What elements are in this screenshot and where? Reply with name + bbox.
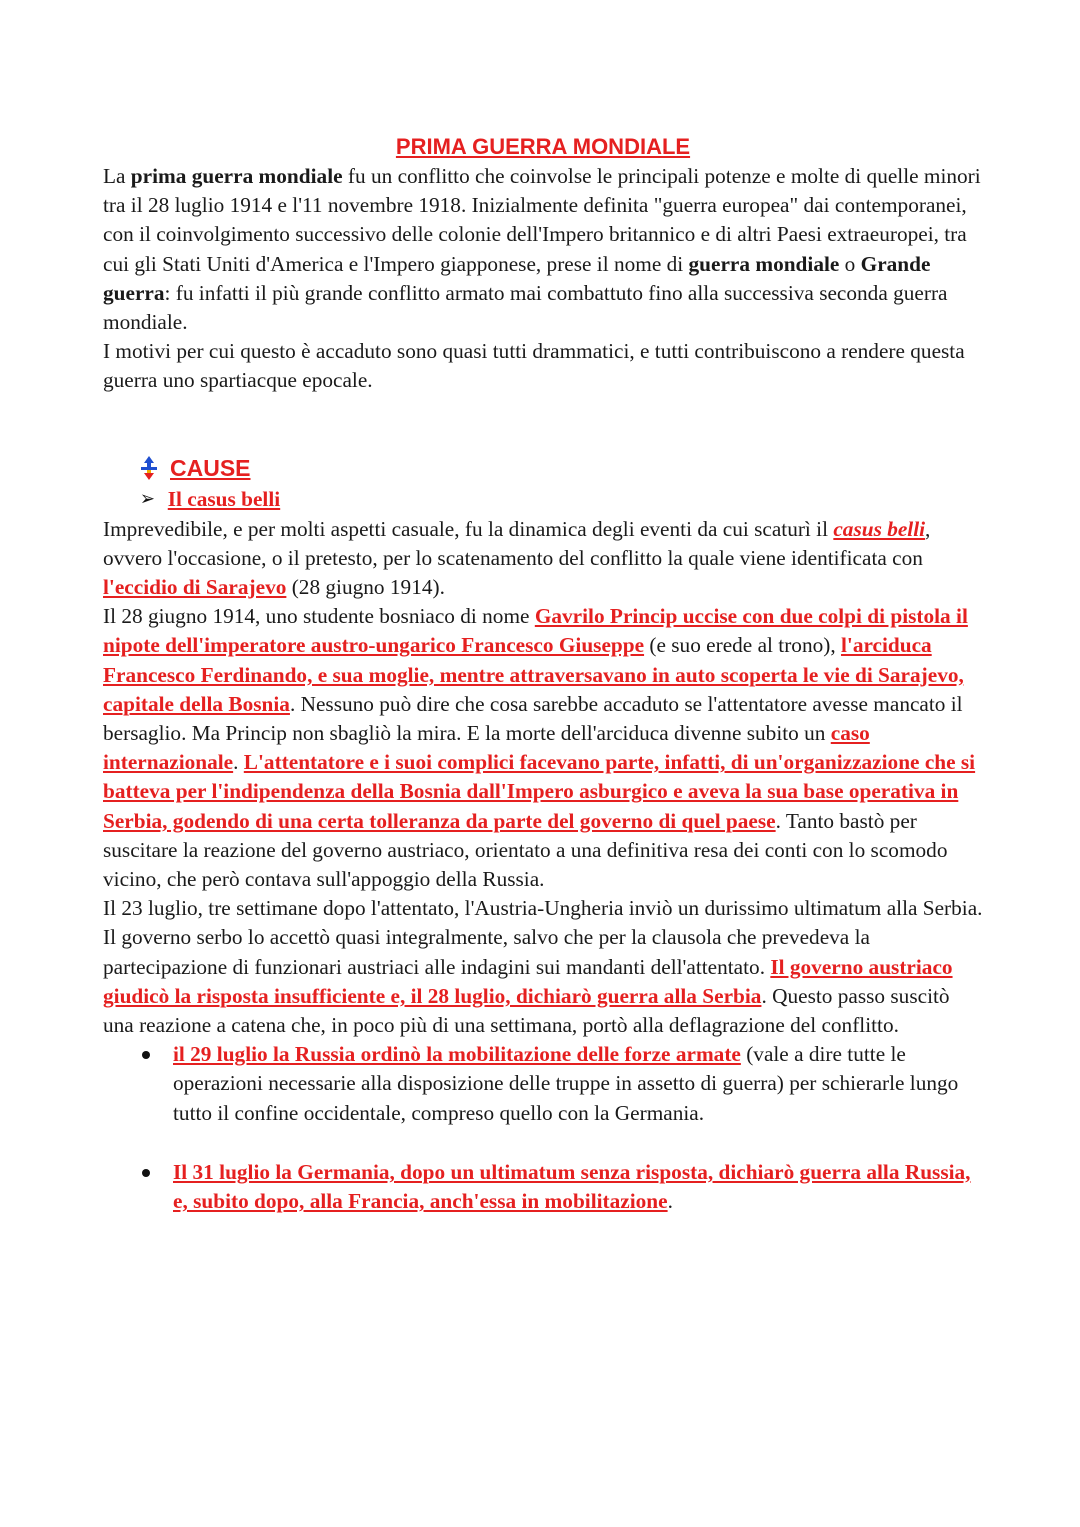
highlighted-text: Gavrilo Princip uccise con due colpi di pistola il nipote dell'imperatore austro-ungarico Francesco Giuseppe	[103, 604, 968, 658]
text-run: Il 23 luglio, tre settimane dopo l'attentato, l'Austria-Ungheria inviò un durissimo ultimatum alla Serbia. Il governo serbo lo accettò quasi integralmente, salvo che per la clausola che prevedeva la partecipazione di funzionari austriaci alle indagini sui mandanti dell'attentato.	[103, 896, 983, 979]
section-heading-label: CAUSE	[170, 454, 251, 481]
subsection-heading-label: Il casus belli	[167, 487, 281, 512]
text-run: (vale a dire tutte le operazioni necessarie alla disposizione delle truppe in assetto di guerra) per schierarle lungo tutto il confine occidentale, compreso quello con la Germania.	[173, 1042, 959, 1125]
bullet-dot-icon	[142, 1169, 150, 1177]
text-run: . Tanto bastò per suscitare la reazione del governo austriaco, orientato a una definitiva resa dei conti con lo scomodo vicino, che però contava sull'appoggio della Russia.	[103, 808, 948, 892]
highlighted-text: l'eccidio di Sarajevo	[103, 575, 287, 600]
intro-paragraph	[103, 162, 983, 337]
text-run: Imprevedibile, e per molti aspetti casuale, fu la dinamica degli eventi da cui scaturì il	[103, 516, 834, 541]
paragraph-ultimatum	[103, 894, 983, 1040]
highlighted-text: casus belli	[833, 516, 926, 541]
intro-bold-term: prima guerra mondiale	[130, 164, 343, 188]
bullet-list	[103, 1040, 983, 1216]
section-heading	[136, 452, 983, 485]
text-run: (e suo erede al trono),	[644, 633, 841, 658]
document-page	[103, 132, 983, 1216]
intro-bold-term: Grande guerra	[103, 251, 931, 305]
up-down-arrows-icon	[136, 455, 162, 481]
intro-paragraph-2: I motivi per cui questo è accaduto sono quasi tutti drammatici, e tutti contribuiscono a rendere questa guerra uno spartiacque epocale.	[103, 339, 965, 393]
subsection-heading	[139, 485, 983, 515]
text-run: Il 28 giugno 1914, uno studente bosniaco di nome	[103, 604, 535, 629]
highlighted-text: Il governo austriaco giudicò la risposta insufficiente e, il 28 luglio, dichiarò guerra alla Serbia	[103, 954, 953, 1008]
intro-text: o	[839, 251, 861, 276]
text-run: . Nessuno può dire che cosa sarebbe accaduto se l'attentatore avesse mancato il bersaglio. Ma Princip non sbagliò la mira. E la morte dell'arciduca divenne subito un	[103, 691, 963, 746]
intro-text: fu un conflitto che coinvolse le principali potenze e molte di quelle minori tra il 28 luglio 1914 e l'11 novembre 1918. Inizialmente definita "guerra europea" dai contemporanei, con il coinvolgimento successivo delle colonie dell'Impero britannico e di altri Paesi extraeuropei, tra cui gli Stati Uniti d'America e l'Impero giapponese, prese il nome di	[103, 164, 981, 276]
bullet-dot-icon	[142, 1051, 150, 1059]
highlighted-text: caso internazionale	[103, 721, 870, 775]
list-item	[103, 1158, 983, 1216]
text-run: . Questo passo suscitò una reazione a catena che, in poco più di una settimana, portò alla deflagrazione del conflitto.	[103, 983, 950, 1038]
arrowhead-bullet-icon: ➢	[139, 488, 155, 511]
paragraph-casus-belli	[103, 515, 983, 603]
document-title: PRIMA GUERRA MONDIALE	[395, 134, 691, 159]
highlighted-text: L'attentatore e i suoi complici facevano parte, infatti, di un'organizzazione che si batteva per l'indipendenza della Bosnia dall'Impero asburgico e aveva la sua base operativa in Serbia, godendo di una certa tolleranza da parte del governo di quel paese	[103, 750, 976, 833]
text-run: , ovvero l'occasione, o il pretesto, per lo scatenamento del conflitto la quale viene identificata con	[103, 516, 931, 570]
list-item	[103, 1040, 983, 1128]
intro-text: : fu infatti il più grande conflitto armato mai combattuto fino alla successiva seconda guerra mondiale.	[103, 280, 948, 335]
intro-text: La	[103, 164, 131, 188]
text-run: (28 giugno 1914).	[286, 575, 445, 600]
text-run: .	[667, 1189, 673, 1214]
highlighted-text: Il 31 luglio la Germania, dopo un ultimatum senza risposta, dichiarò guerra alla Russia, e, subito dopo, alla Francia, anch'essa in mobilitazione	[173, 1159, 971, 1214]
text-run: .	[233, 750, 244, 775]
highlighted-text: l'arciduca Francesco Ferdinando, e sua moglie, mentre attraversavano in auto scoperta le vie di Sarajevo, capitale della Bosnia	[103, 633, 964, 716]
highlighted-text: il 29 luglio la Russia ordinò la mobilitazione delle forze armate	[173, 1042, 741, 1067]
list-spacer	[103, 1128, 983, 1158]
intro-bold-term: guerra mondiale	[688, 251, 840, 276]
paragraph-sarajevo	[103, 602, 983, 894]
